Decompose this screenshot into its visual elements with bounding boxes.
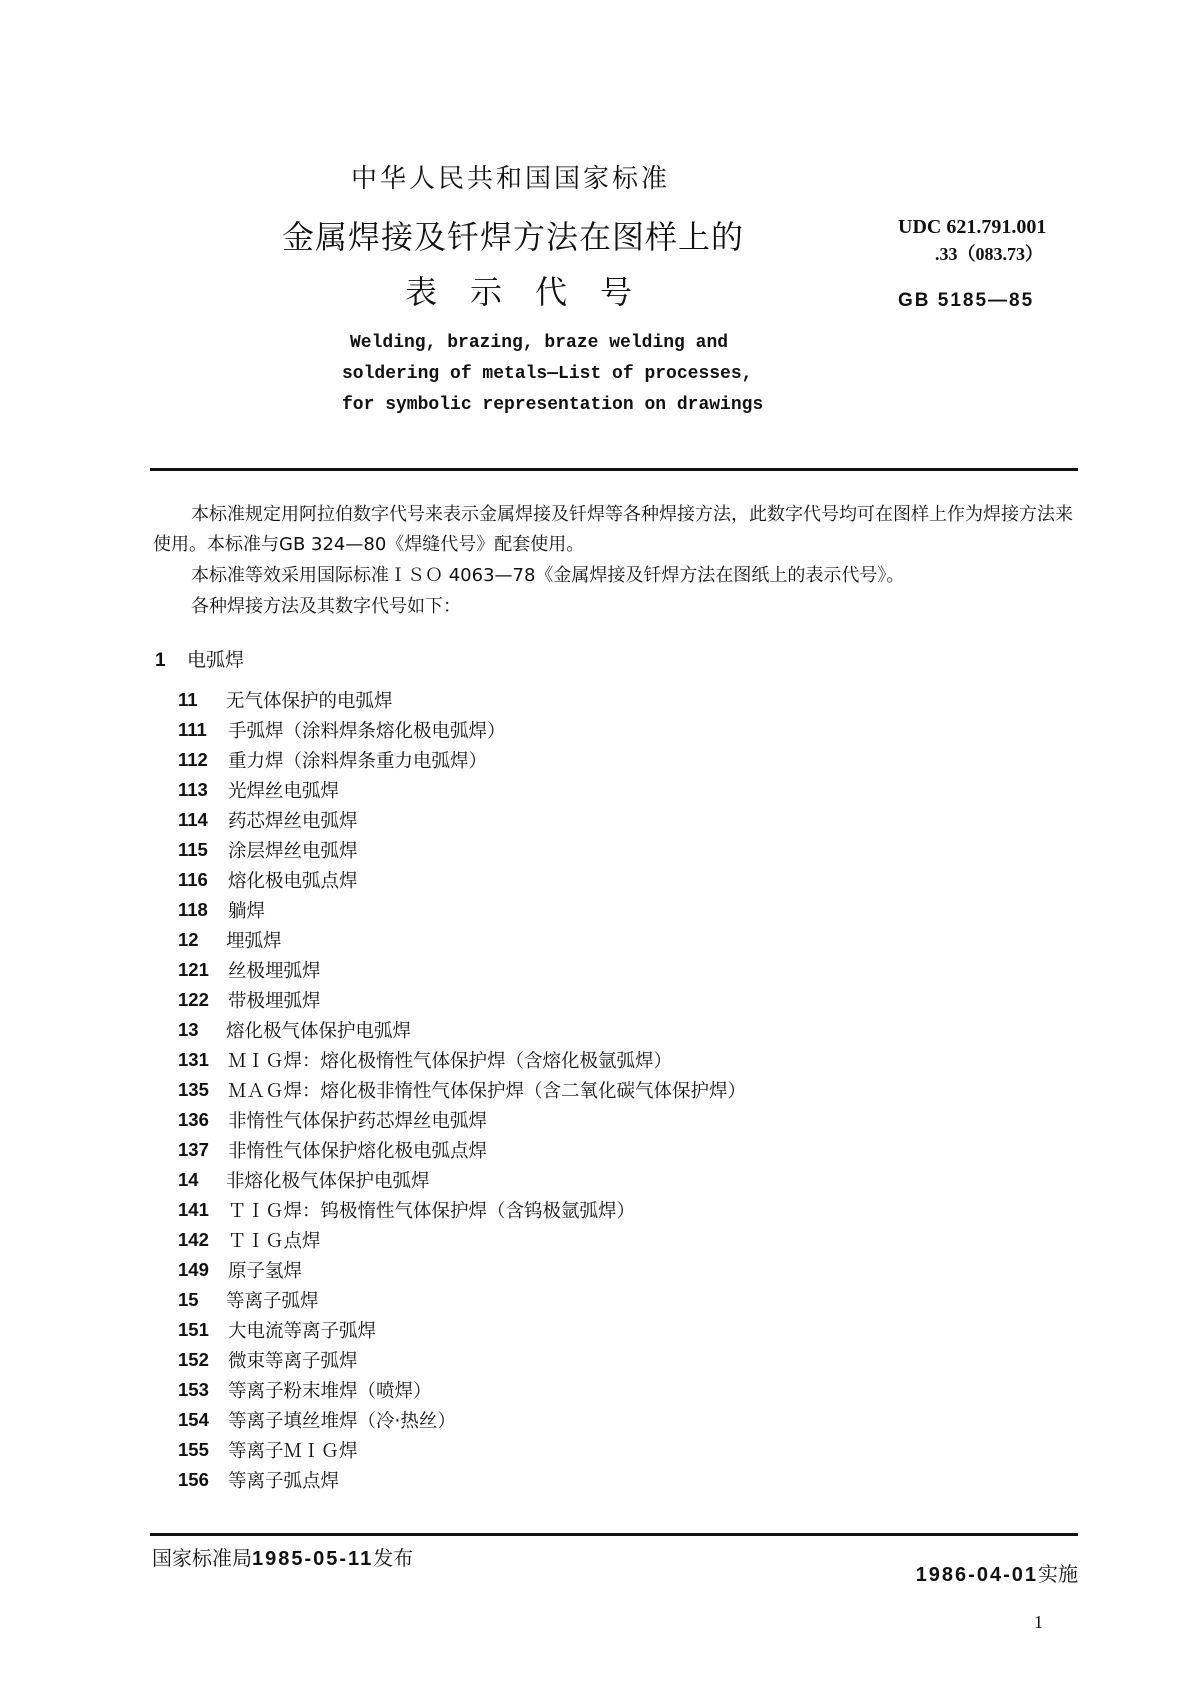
list-item	[170, 1375, 1070, 1405]
process-code: 14	[178, 1169, 199, 1190]
english-title-line-3: for symbolic representation on drawings	[342, 395, 764, 415]
list-item	[170, 1195, 1070, 1225]
issuer: 国家标准局	[152, 1546, 252, 1570]
process-code-list	[170, 685, 1070, 1495]
process-code: 15	[178, 1289, 199, 1310]
process-name: ＭＡＧ焊：熔化极非惰性气体保护焊（含二氧化碳气体保护焊）	[228, 1081, 747, 1102]
list-item	[170, 1405, 1070, 1435]
list-item	[170, 1285, 1070, 1315]
process-name: 躺焊	[228, 901, 266, 922]
list-item	[170, 1315, 1070, 1345]
list-item	[170, 775, 1070, 805]
list-item	[170, 1225, 1070, 1255]
list-item	[170, 865, 1070, 895]
process-name: 重力焊（涂料焊条重力电弧焊）	[228, 751, 488, 772]
process-name: ＭＩＧ焊：熔化极惰性气体保护焊（含熔化极氩弧焊）	[228, 1051, 673, 1072]
process-name: 熔化极电弧点焊	[228, 871, 358, 892]
process-name: 埋弧焊	[226, 931, 282, 952]
process-code: 113	[178, 779, 208, 800]
process-name: 非惰性气体保护熔化极电弧点焊	[228, 1141, 488, 1162]
section-number: 1	[155, 650, 166, 671]
list-item	[170, 1015, 1070, 1045]
process-code: 13	[178, 1019, 199, 1040]
list-item	[170, 685, 1070, 715]
process-code: 136	[178, 1109, 209, 1130]
process-name: 熔化极气体保护电弧焊	[226, 1021, 412, 1042]
national-standard-label: 中华人民共和国国家标准	[350, 164, 670, 194]
process-name: 非熔化极气体保护电弧焊	[226, 1171, 430, 1192]
udc-code: UDC 621.791.001	[898, 216, 1047, 238]
english-title-line-1: Welding, brazing, braze welding and	[350, 333, 729, 353]
list-item	[170, 715, 1070, 745]
list-item	[170, 985, 1070, 1015]
process-code: 153	[178, 1379, 209, 1400]
effective-info	[916, 1558, 1078, 1587]
process-code: 154	[178, 1409, 209, 1430]
iso-reference-paragraph: 本标准等效采用国际标准ＩＳＯ 4063—78《金属焊接及钎焊方法在图纸上的表示代号》。	[191, 565, 905, 586]
process-name: 等离子弧点焊	[228, 1471, 340, 1492]
process-name: 非惰性气体保护药芯焊丝电弧焊	[228, 1111, 488, 1132]
process-code: 111	[178, 719, 207, 740]
list-intro-paragraph: 各种焊接方法及其数字代号如下：	[191, 596, 461, 617]
process-code: 12	[178, 929, 199, 950]
process-name: ＴＩＧ点焊	[228, 1231, 321, 1252]
list-item	[170, 1255, 1070, 1285]
list-item	[170, 745, 1070, 775]
process-name: 丝极埋弧焊	[228, 961, 321, 982]
list-item	[170, 1135, 1070, 1165]
effective-suffix: 实施	[1038, 1562, 1078, 1586]
process-code: 152	[178, 1349, 209, 1370]
english-title-line-2: soldering of metals—List of processes,	[342, 364, 753, 384]
list-item	[170, 1465, 1070, 1495]
list-item	[170, 805, 1070, 835]
process-name: 原子氢焊	[228, 1261, 303, 1282]
list-item	[170, 1435, 1070, 1465]
intro-paragraph: 本标准规定用阿拉伯数字代号来表示金属焊接及钎焊等各种焊接方法，此数字代号均可在图样上作为焊接方法来使用。本标准与GB 324—80《焊缝代号》配套使用。	[153, 504, 1073, 555]
process-name: 无气体保护的电弧焊	[226, 691, 393, 712]
list-item	[170, 1045, 1070, 1075]
process-name: 等离子ＭＩＧ焊	[228, 1441, 358, 1462]
effective-date: 1986-04-01	[915, 1564, 1038, 1586]
issue-suffix: 发布	[373, 1546, 414, 1570]
process-code: 137	[178, 1139, 209, 1160]
udc-code-continuation: .33（083.73）	[935, 244, 1043, 264]
process-name: 等离子填丝堆焊（冷·热丝）	[228, 1411, 456, 1432]
process-code: 121	[178, 959, 209, 980]
issue-info	[152, 1542, 413, 1571]
section-heading	[155, 645, 244, 672]
issue-date: 1985-05-11	[252, 1548, 374, 1570]
list-item	[170, 895, 1070, 925]
list-item	[170, 1105, 1070, 1135]
process-code: 141	[178, 1199, 209, 1220]
list-item	[170, 1075, 1070, 1105]
gb-standard-number: GB 5185—85	[898, 290, 1035, 311]
process-name: 手弧焊（涂料焊条熔化极电弧焊）	[228, 721, 506, 742]
title-line-2: 表示代号	[405, 273, 666, 311]
process-code: 156	[178, 1469, 209, 1490]
process-name: 药芯焊丝电弧焊	[228, 811, 358, 832]
list-item	[170, 925, 1070, 955]
process-code: 112	[178, 749, 208, 770]
section-title: 电弧焊	[187, 649, 245, 671]
process-name: 等离子粉末堆焊（喷焊）	[228, 1381, 432, 1402]
list-item	[170, 835, 1070, 865]
process-code: 149	[178, 1259, 209, 1280]
list-item	[170, 1165, 1070, 1195]
process-code: 122	[178, 989, 209, 1010]
footer-divider	[150, 1533, 1078, 1536]
process-name: 涂层焊丝电弧焊	[228, 841, 358, 862]
process-name: 带极埋弧焊	[228, 991, 321, 1012]
header-divider	[150, 468, 1078, 471]
process-name: 光焊丝电弧焊	[228, 781, 340, 802]
process-name: 大电流等离子弧焊	[228, 1321, 377, 1342]
process-code: 135	[178, 1079, 209, 1100]
process-code: 115	[178, 839, 208, 860]
process-code: 118	[178, 899, 208, 920]
process-name: 微束等离子弧焊	[228, 1351, 358, 1372]
process-code: 114	[178, 809, 208, 830]
process-code: 11	[178, 689, 198, 710]
process-code: 151	[178, 1319, 209, 1340]
list-item	[170, 955, 1070, 985]
process-code: 142	[178, 1229, 209, 1250]
process-code: 155	[178, 1439, 209, 1460]
process-name: 等离子弧焊	[226, 1291, 319, 1312]
list-item	[170, 1345, 1070, 1375]
page-number: 1	[1034, 1612, 1043, 1632]
title-line-1: 金属焊接及钎焊方法在图样上的	[282, 218, 745, 256]
process-code: 116	[178, 869, 208, 890]
process-name: ＴＩＧ焊：钨极惰性气体保护焊（含钨极氩弧焊）	[228, 1201, 636, 1222]
process-code: 131	[178, 1049, 209, 1070]
